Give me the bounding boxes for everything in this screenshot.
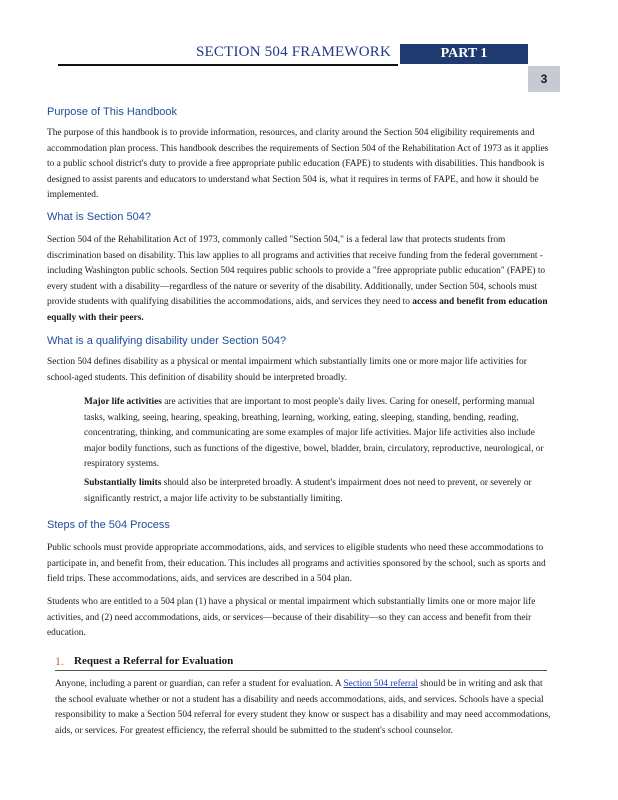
step-1-text-before: Anyone, including a parent or guardian, can refer a student for evaluation. A	[55, 679, 342, 689]
paragraph-steps-2: Students who are entitled to a 504 plan (1) have a physical or mental impairment which substantially limits one or more major life activities, and (2) need accommodations, aids, or services—because of their disability—so they can access and benefit from their education.	[47, 597, 536, 638]
what-is-504-text: Section 504 of the Rehabilitation Act of 1973, commonly called "Section 504," is a federal law that protects students from discrimination based on disability. This law applies to all programs and activities that receive funding from the federal government - including Washington public schools. Section 504 requires public schools to provide a "free appropriate public education" (FAPE) to every student with a disability—regardless of the nature or severity of the disability. Additionally, under Section 504, schools must provide students with qualifying disabilities the accommodations, aids, and services they need to	[47, 235, 546, 307]
header-rule	[58, 64, 398, 66]
major-life-activities-text: are activities that are important to most people's daily lives. Caring for oneself, performing manual tasks, walking, seeing, hearing, speaking, breathing, learning, working, eating, sleeping, standing, bending, reading, concentrating, thinking, and communicating are some examples of major life activities. Major life activities also include major bodily functions, such as functions of the digestive, bowel, bladder, brain, circulatory, reproductive, neurological, or respiratory systems.	[84, 397, 544, 469]
term-major-life-activities: Major life activities	[84, 397, 162, 407]
heading-qualifying-disability: What is a qualifying disability under Section 504?	[47, 335, 287, 347]
substantially-limits-text: should also be interpreted broadly. A student's impairment does not need to prevent, or severely or significantly restrict, a major life activity to be substantially limiting.	[84, 478, 532, 504]
paragraph-steps-1: Public schools must provide appropriate accommodations, aids, and services to eligible students who need these accommodations to participate in, and benefit from, their education. This includes all programs and activities sponsored by the school, such as sports and field trips. These accommodations, aids, and services are described in a 504 plan.	[47, 543, 546, 584]
paragraph-major-life-activities	[84, 395, 554, 473]
paragraph-qualifying-disability: Section 504 defines disability as a physical or mental impairment which substantially limits one or more major life activities for school-aged students. This definition of disability should be interpreted broadly.	[47, 357, 527, 383]
step-1-title: Request a Referral for Evaluation	[74, 655, 234, 667]
step-1-number: 1.	[55, 654, 64, 668]
step-1-text-after: should be in writing and ask that the school evaluate whether or not a student has a disability and needs accommodations, aids, and services. Schools have a special responsibility to make a Section 504 referral for every student they know or suspect has a disability and may need accommodations, aids, or services. For greatest efficiency, the referral should be submitted to the student's school counselor.	[55, 679, 551, 736]
paragraph-step-1	[55, 677, 555, 739]
document-title: SECTION 504 FRAMEWORK	[196, 44, 392, 60]
what-is-504-emphasis: access and benefit from education equally with their peers.	[47, 297, 548, 323]
heading-purpose: Purpose of This Handbook	[47, 106, 178, 118]
paragraph-purpose: The purpose of this handbook is to provide information, resources, and clarity around the Section 504 eligibility requirements and accommodation plan process. This handbook describes the requirements of Section 504 of the Rehabilitation Act of 1973 as it applies to a public school district's duty to provide a free appropriate public education (FAPE) to students with disabilities. This handbook is designed to assist parents and educators to understand what Section 504 is, what it requires in terms of FAPE, and how it should be implemented.	[47, 128, 549, 200]
paragraph-substantially-limits	[84, 476, 554, 507]
heading-what-is-504: What is Section 504?	[47, 211, 151, 223]
step-1-rule	[55, 670, 547, 671]
page-number: 3	[528, 66, 560, 92]
heading-steps: Steps of the 504 Process	[47, 519, 170, 531]
section-504-referral-link[interactable]: Section 504 referral	[343, 679, 418, 689]
term-substantially-limits: Substantially limits	[84, 478, 162, 488]
paragraph-what-is-504	[47, 233, 555, 326]
part-label: PART 1	[400, 44, 528, 64]
